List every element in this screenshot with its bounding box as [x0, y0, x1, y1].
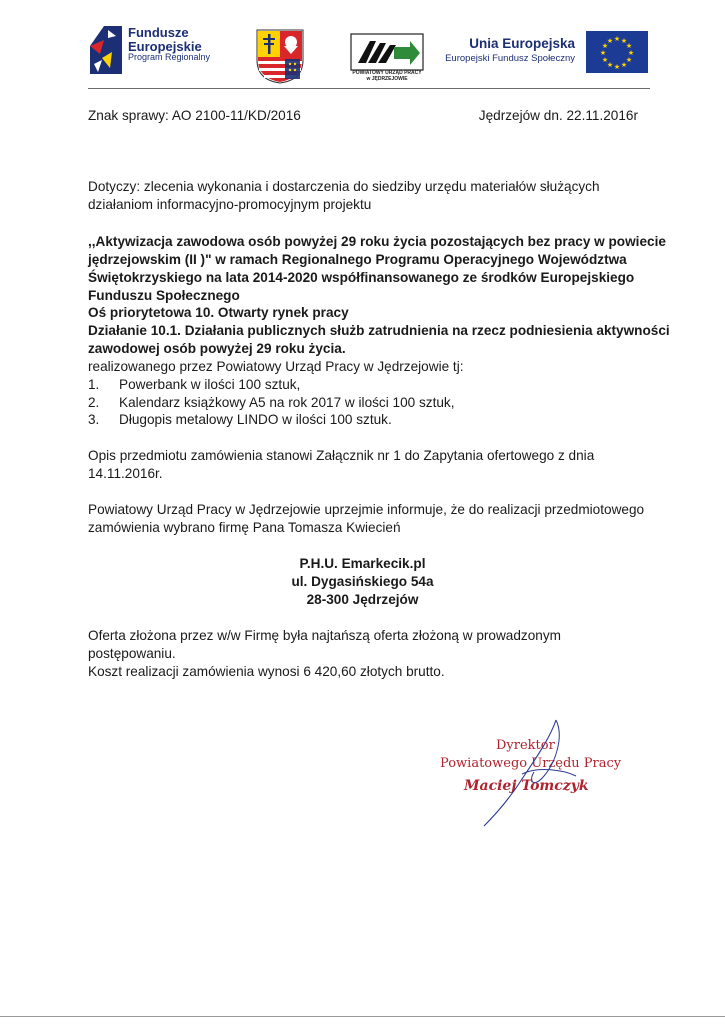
pup-caption-2: w JĘDRZEJOWIE: [366, 75, 408, 82]
signature-scribble: [438, 718, 618, 828]
info-line-2: zamówienia wybrano firmę Pana Tomasza Kwiecień: [88, 520, 401, 535]
page-bottom-edge: [0, 1016, 725, 1017]
project-line-7: zawodowej osób powyżej 29 roku życia.: [88, 341, 346, 356]
stamp-title: Dyrektor: [496, 738, 555, 753]
svg-text:★: ★: [601, 42, 609, 50]
fe-star-icon: [88, 24, 128, 78]
list-text: Kalendarz książkowy A5 na rok 2017 w ilości 100 sztuk,: [119, 395, 455, 410]
fe-title-2: Europejskie: [128, 38, 202, 54]
director-stamp: [438, 718, 622, 828]
company-street: ul. Dygasińskiego 54a: [291, 574, 434, 589]
eu-subtitle: Europejski Fundusz Społeczny: [445, 52, 575, 64]
offer-line-1: Oferta złożona przez w/w Firmę była najtańszą oferta złożoną w prowadzonym: [88, 628, 561, 643]
eu-flag-icon: [586, 31, 648, 73]
pup-logo: [350, 33, 424, 89]
company-city: 28-300 Jędrzejów: [306, 592, 419, 607]
swietokrzyskie-coat-of-arms: [255, 28, 305, 84]
eu-flag: [586, 31, 648, 73]
project-line-5: Oś priorytetowa 10. Otwarty rynek pracy: [88, 305, 349, 320]
svg-text:★: ★: [606, 61, 614, 69]
fundusze-europejskie-logo: [88, 24, 258, 78]
fe-subtitle: Program Regionalny: [128, 52, 211, 63]
pup-arrows-icon: [350, 33, 424, 71]
description-line-1: Opis przedmiotu zamówienia stanowi Załącznik nr 1 do Zapytania ofertowego z dnia: [88, 448, 595, 463]
svg-text:★: ★: [625, 42, 633, 50]
svg-text:★: ★: [613, 35, 621, 43]
document-date: Jędrzejów dn. 22.11.2016r: [478, 108, 638, 123]
offer-line-2: postępowaniu.: [88, 646, 176, 661]
eu-label: [445, 36, 575, 65]
project-line-2: jędrzejowskim (II )" w ramach Regionalnego Programu Operacyjnego Województwa: [88, 252, 627, 267]
realized-by-line: realizowanego przez Powiatowy Urząd Pracy w Jędrzejowie tj:: [88, 359, 464, 374]
fe-title-1: Fundusze: [128, 25, 189, 40]
stamp-institution: Powiatowego Urzędu Pracy: [440, 756, 622, 771]
coat-of-arms-icon: [255, 28, 305, 84]
list-number: 2.: [88, 395, 100, 410]
reference-number: Znak sprawy: AO 2100-11/KD/2016: [88, 108, 301, 123]
svg-text:★: ★: [606, 37, 614, 45]
svg-text:★: ★: [613, 63, 621, 71]
company-name: P.H.U. Emarkecik.pl: [299, 556, 426, 571]
stamp-name: Maciej Tomczyk: [464, 778, 589, 794]
list-item: [88, 395, 454, 410]
svg-text:★: ★: [627, 49, 635, 57]
list-text: Długopis metalowy LINDO w ilości 100 sztuk.: [119, 412, 392, 427]
list-item: [88, 412, 392, 427]
svg-text:★: ★: [625, 56, 633, 64]
subject-line-1: Dotyczy: zlecenia wykonania i dostarczenia do siedziby urzędu materiałów służących: [88, 179, 600, 194]
svg-text:★: ★: [599, 49, 607, 57]
svg-text:★: ★: [620, 61, 628, 69]
project-line-1: ,,Aktywizacja zawodowa osób powyżej 29 roku życia pozostających bez pracy w powiecie: [88, 234, 666, 249]
svg-text:★: ★: [601, 56, 609, 64]
project-line-3: Świętokrzyskiego na lata 2014-2020 współfinansowanego ze środków Europejskiego: [88, 270, 635, 285]
list-number: 1.: [88, 377, 100, 392]
project-line-4: Funduszu Społecznego: [88, 288, 240, 303]
svg-text:★: ★: [620, 37, 628, 45]
info-line-1: Powiatowy Urząd Pracy w Jędrzejowie uprzejmie informuje, że do realizacji przedmiotowego: [88, 502, 645, 517]
eu-title: Unia Europejska: [469, 36, 575, 51]
list-number: 3.: [88, 412, 100, 427]
header-divider: [88, 88, 650, 89]
list-text: Powerbank w ilości 100 sztuk,: [119, 377, 301, 392]
pup-caption-1: POWIATOWY URZĄD PRACY: [352, 70, 422, 76]
project-line-6: Działanie 10.1. Działania publicznych służb zatrudnienia na rzecz podniesienia aktywności: [88, 323, 670, 338]
list-item: [88, 377, 300, 392]
cost-line: Koszt realizacji zamówienia wynosi 6 420,60 złotych brutto.: [88, 664, 445, 679]
description-line-2: 14.11.2016r.: [88, 466, 163, 481]
subject-line-2: działaniom informacyjno-promocyjnym projektu: [88, 197, 372, 212]
